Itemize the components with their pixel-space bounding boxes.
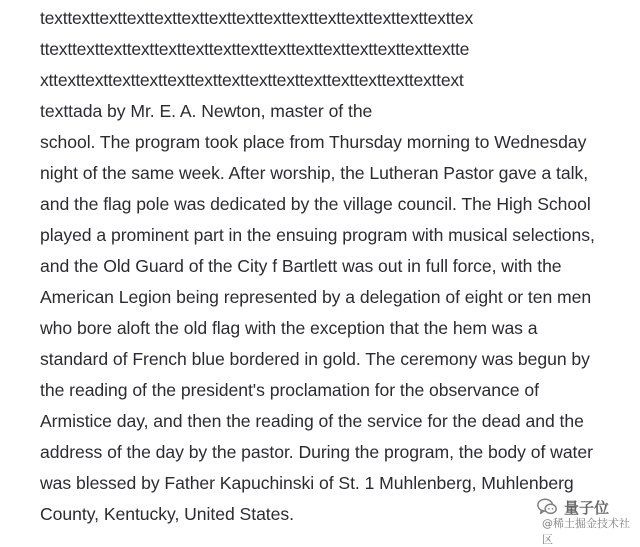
text-line: address of the day by the pastor. During the program, the body of water [40, 442, 593, 462]
text-line: the reading of the president's proclamation for the observance of [40, 380, 539, 400]
document-text [40, 3, 640, 530]
text-line: American Legion being represented by a delegation of eight or ten men [40, 287, 592, 307]
text-line: texttada by Mr. E. A. Newton, master of the [40, 101, 373, 121]
text-line: County, Kentucky, United States. [40, 504, 294, 524]
text-line: and the Old Guard of the City f Bartlett was out in full force, with the [40, 256, 562, 276]
text-line: ttexttexttexttexttexttexttexttexttexttexttexttexttexttexttextte [40, 39, 470, 59]
text-line: xttexttexttexttexttexttexttexttexttexttexttexttexttexttexttext [40, 70, 464, 90]
text-line: who bore aloft the old flag with the exception that the hem was a [40, 318, 538, 338]
text-line: and the flag pole was dedicated by the village council. The High School [40, 194, 591, 214]
text-line: Armistice day, and then the reading of the service for the dead and the [40, 411, 584, 431]
text-line: night of the same week. After worship, the Lutheran Pastor gave a talk, [40, 163, 589, 183]
text-line: school. The program took place from Thursday morning to Wednesday [40, 132, 587, 152]
watermark-subtitle: @稀土掘金技术社区 [542, 517, 630, 546]
text-line: played a prominent part in the ensuing program with musical selections, [40, 225, 595, 245]
text-line: standard of French blue bordered in gold. The ceremony was begun by [40, 349, 590, 369]
text-line: was blessed by Father Kapuchinski of St. 1 Muhlenberg, Muhlenberg [40, 473, 574, 493]
watermark-title: 量子位 [564, 498, 610, 517]
text-line: texttexttexttexttexttexttexttexttexttexttexttexttexttexttexttex [40, 8, 474, 28]
